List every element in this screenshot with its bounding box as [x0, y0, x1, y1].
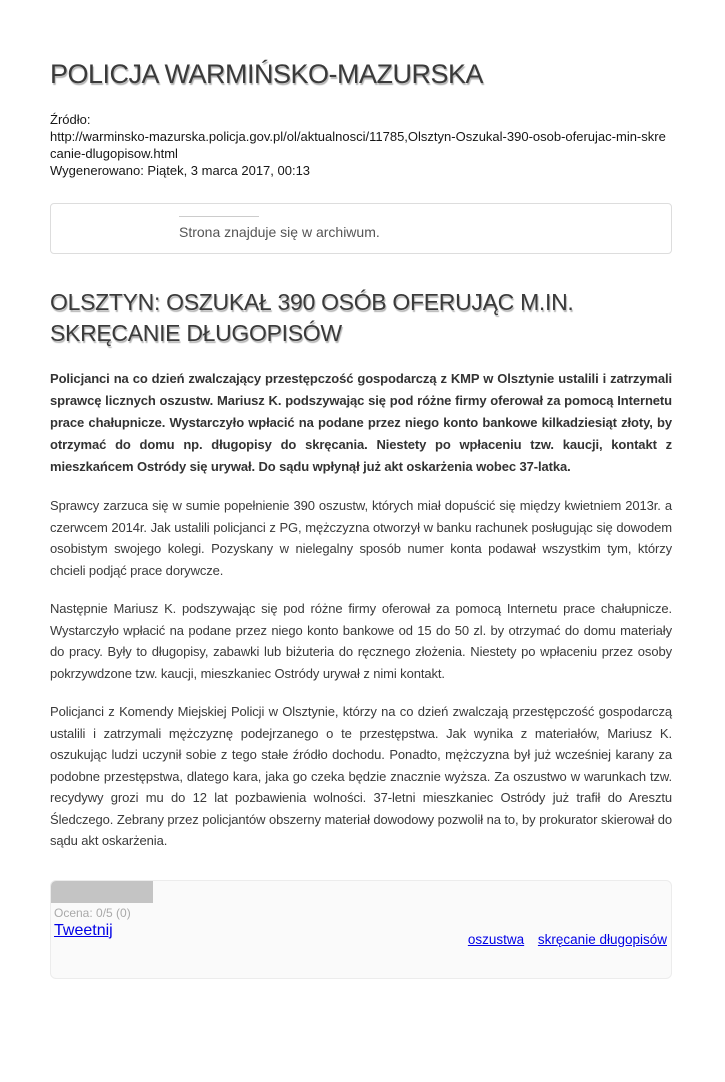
article-paragraph: Policjanci z Komendy Miejskiej Policji w Olsztynie, którzy na co dzień zwalczają przestępczość gospodarczą ustalili i zatrzymali mężczyznę podejrzanego o te przestępstwa. Jak wynika z materiałów, Mariusz K. oszukując ludzi uczynił sobie z tego stałe źródło dochodu. Ponadto, mężczyzna był już wcześniej karany za podobne przestępstwa, dlatego kara, jaka go czeka będzie znacznie wyższa. Za oszustwo w warunkach tzw. recydywy grozi mu do 12 lat pozbawienia wolności. 37-letni mieszkaniec Ostródy już trafił do Aresztu Śledczego. Zebrany przez policjantów obszerny materiał dowodowy pozwolił na to, by prokurator skierował do sądu akt oskarżenia. — [50, 704, 672, 848]
source-url: http://warminsko-mazurska.policja.gov.pl/ol/aktualnosci/11785,Olsztyn-Oszukal-390-osob-oferujac-min-skrecanie-dlugopisow.html — [50, 129, 666, 161]
site-title: POLICJA WARMIŃSKO-MAZURSKA — [50, 59, 484, 89]
archive-notice-text: Strona znajduje się w archiwum. — [179, 224, 380, 240]
rating-widget-placeholder — [51, 881, 153, 903]
tag-link-oszustwa[interactable]: oszustwa — [467, 931, 525, 947]
article-paragraph: Następnie Mariusz K. podszywając się pod różne firmy oferował za pomocą Internetu prace chałupnicze. Wystarczyło wpłacić na podane przez niego konto bankowe od 15 do 50 zl. by otrzymać do domu materiały do pracy. Były to długopisy, zabawki lub biżuteria do ręcznego złożenia. Niestety po wpłaceniu przez osoby pokrzywdzone tzw. kaucji, mieszkaniec Ostródy urywał z nimi kontakt. — [50, 601, 672, 681]
tweet-link[interactable]: Tweetnij — [54, 921, 113, 939]
archive-notice-box — [50, 203, 672, 254]
tags-row — [458, 932, 667, 947]
rating-label: Ocena: 0/5 (0) — [54, 905, 131, 920]
archive-divider — [179, 216, 259, 217]
article-lead-paragraph: Policjanci na co dzień zwalczający przestępczość gospodarczą z KMP w Olsztynie ustalili i zatrzymali sprawcę licznych oszustw. Mariusz K. podszywając się pod różne firmy oferował za pomocą Internetu prace chałupnicze. Wystarczyło wpłacić na podane przez niego konto bankowe kilkadziesiąt złoty, by otrzymać do domu np. długopisy do skręcania. Niestety po wpłaceniu tzw. kaucji, kontakt z mieszkańcem Ostródy się urywał. Do sądu wpłynął już akt oskarżenia wobec 37-latka. — [50, 371, 672, 474]
article-footer-box — [50, 880, 672, 979]
generated-timestamp: Wygenerowano: Piątek, 3 marca 2017, 00:13 — [50, 163, 311, 178]
tag-link-skrecanie-dlugopisow[interactable]: skręcanie długopisów — [537, 931, 667, 947]
article-paragraph: Sprawcy zarzuca się w sumie popełnienie 390 oszustw, których miał dopuścić się między kwietniem 2013r. a czerwcem 2014r. Jak ustalili policjanci z PG, mężczyzna otworzył w banku rachunek posługując się dowodem osobistym swojego kolegi. Pozyskany w nielegalny sposób numer konta podawał wszystkim tym, którzy chcieli podjąć prace dorywcze. — [50, 498, 672, 578]
source-label: Źródło: — [50, 112, 91, 127]
article-title: OLSZTYN: OSZUKAŁ 390 OSÓB OFERUJĄC M.IN. SKRĘCANIE DŁUGOPISÓW — [50, 289, 574, 346]
source-block — [50, 111, 672, 179]
page-container — [50, 58, 672, 979]
